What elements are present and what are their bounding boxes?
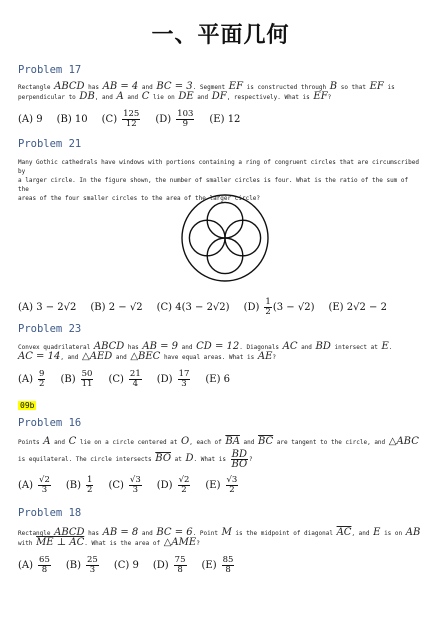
text-run: Convex quadrilateral <box>18 344 94 351</box>
text-run: and <box>123 94 142 101</box>
choice-d-label: (D) <box>156 374 173 385</box>
problem-17-heading: Problem 17 <box>18 64 82 76</box>
denominator: 3 <box>132 485 139 495</box>
text-run: ? <box>272 354 277 361</box>
math-run: △ABC <box>388 436 419 447</box>
math-run: D <box>185 453 194 464</box>
choice-c: (C) 9 <box>113 560 139 571</box>
problem-17-text <box>18 82 422 102</box>
choice-b: (B) 10 <box>56 114 88 125</box>
fraction <box>129 370 142 389</box>
denominator: 11 <box>81 379 93 389</box>
math-run: AB = 8 <box>102 527 139 538</box>
text-run: has <box>84 530 103 537</box>
denominator: 3 <box>89 565 96 575</box>
choice-b: (B) 2 − √2 <box>90 302 143 313</box>
math-run: $\overline{AC}$ <box>336 527 352 538</box>
text-run: so that <box>337 84 370 91</box>
problem-21-line-2: a larger circle. In the figure shown, the number of smaller circles is four. What is the ratio of the sum of the <box>18 177 409 193</box>
choice-a: (A) 3 − 2√2 <box>18 302 77 313</box>
numerator: √3 <box>129 475 141 485</box>
problem-21-choices <box>18 298 401 317</box>
problem-18-text <box>18 528 422 548</box>
fraction <box>38 370 45 389</box>
fraction <box>178 370 191 389</box>
problem-23-text <box>18 342 422 362</box>
choice-d-label: (D) <box>155 114 172 125</box>
fraction <box>38 476 51 495</box>
fraction <box>38 556 51 575</box>
math-run: A <box>43 436 51 447</box>
math-run: AC = 14 <box>18 351 61 362</box>
choice-e: (E) 12 <box>209 114 241 125</box>
choice-c-value <box>121 110 141 129</box>
text-run: Rectangle <box>18 84 55 91</box>
text-run: Rectangle <box>18 530 55 537</box>
choice-a-label: (A) <box>18 374 34 385</box>
fraction <box>231 450 248 469</box>
math-run: CD = 12 <box>196 341 240 352</box>
fraction <box>176 110 194 129</box>
math-run: B <box>329 81 338 92</box>
text-run: and <box>138 530 157 537</box>
text-run: is constructed through <box>243 84 330 91</box>
choice-d-label: (D) <box>156 480 173 491</box>
denominator: 2 <box>229 485 235 495</box>
numerator: 25 <box>87 555 98 565</box>
choice-d-value <box>177 370 192 389</box>
problem-16-line-1 <box>18 437 422 447</box>
text-run: perpendicular to <box>18 94 80 101</box>
denominator: 9 <box>182 119 188 129</box>
choice-a-label: (A) <box>18 480 34 491</box>
choice-b-label: (B) <box>65 480 82 491</box>
text-run: and <box>239 439 258 446</box>
math-run: △AME <box>163 537 197 548</box>
factor: (3 − √2) <box>272 302 315 313</box>
text-run: and <box>193 94 212 101</box>
text-run: , respectively. What is <box>226 94 314 101</box>
denominator: 3 <box>181 379 187 389</box>
fraction <box>122 110 140 129</box>
denominator: 8 <box>225 565 231 575</box>
math-run: C <box>141 91 150 102</box>
denominator: 12 <box>125 119 137 129</box>
math-run: $\overline{BC}$ <box>257 436 274 447</box>
text-run: . Point <box>192 530 222 537</box>
math-run: ABCD <box>93 341 125 352</box>
problem-17-line-2 <box>18 92 422 102</box>
fraction <box>226 476 239 495</box>
math-run: AC <box>282 341 298 352</box>
math-run: EF <box>228 81 244 92</box>
text-run: . What is <box>193 456 230 463</box>
section-tag: 09b <box>20 401 35 410</box>
denominator: 3 <box>41 485 48 495</box>
problem-16-text <box>18 437 422 469</box>
text-run: , and <box>94 94 117 101</box>
denominator: 2 <box>87 485 93 495</box>
choice-d-label: (D) <box>152 560 169 571</box>
numerator: 17 <box>178 369 190 379</box>
math-run: E <box>381 341 389 352</box>
choice-e-value <box>225 476 240 495</box>
math-run: M <box>221 527 232 538</box>
text-run: is equilateral. The circle intersects <box>18 456 156 463</box>
problem-18-line-2 <box>18 538 422 548</box>
math-run: △BEC <box>130 351 161 362</box>
numerator: 1 <box>265 297 271 307</box>
text-run: . What is the area of <box>84 540 164 547</box>
choice-a-label: (A) <box>18 560 34 571</box>
choice-d-value <box>175 110 195 129</box>
small-circle-right <box>225 220 261 256</box>
text-run: Points <box>18 439 44 446</box>
fraction <box>174 556 187 575</box>
math-run: AB <box>405 527 421 538</box>
denominator: 2 <box>39 379 45 389</box>
small-circle-left <box>189 220 225 256</box>
numerator: BD <box>231 449 247 460</box>
fraction <box>81 370 94 389</box>
text-run: is on <box>380 530 406 537</box>
fraction <box>222 556 235 575</box>
choice-b-value <box>80 370 95 389</box>
numerator: √2 <box>178 475 190 485</box>
math-run: E <box>373 527 381 538</box>
fraction <box>129 476 142 495</box>
math-run: DE <box>178 91 194 102</box>
numerator: 21 <box>129 369 141 379</box>
text-run: and <box>50 439 69 446</box>
text-run: intersect at <box>330 344 382 351</box>
text-run: has <box>84 84 103 91</box>
choice-b-value <box>85 476 94 495</box>
math-run: DF <box>211 91 227 102</box>
math-run: AB = 4 <box>102 81 139 92</box>
text-run: ? <box>196 540 200 547</box>
choice-a-value <box>37 370 46 389</box>
math-run: △AED <box>82 351 113 362</box>
problem-17-choices <box>18 110 254 129</box>
fraction <box>86 556 99 575</box>
choice-e: (E) 6 <box>205 374 231 385</box>
choice-d-value <box>173 556 188 575</box>
choice-c: (C) 4(3 − 2√2) <box>156 302 230 313</box>
text-run: ? <box>327 94 332 101</box>
numerator: 65 <box>39 555 50 565</box>
small-circle-bottom <box>207 238 243 274</box>
choice-b-label: (B) <box>60 374 76 385</box>
choice-e-label: (E) <box>205 480 221 491</box>
denominator: 2 <box>181 485 187 495</box>
problem-23-line-2 <box>18 352 422 362</box>
page-title: 一、平面几何 <box>151 23 290 48</box>
problem-18-heading: Problem 18 <box>18 507 82 519</box>
numerator: 50 <box>81 369 93 379</box>
text-run: is <box>383 84 395 91</box>
numerator: √2 <box>39 475 50 485</box>
text-run: and <box>297 344 316 351</box>
numerator: 103 <box>177 109 194 119</box>
text-run: lie on a circle centered at <box>76 439 182 446</box>
text-run: , and <box>60 354 83 361</box>
choice-a-value <box>37 476 52 495</box>
text-run: . Diagonals <box>239 344 283 351</box>
choice-c-value <box>128 370 143 389</box>
text-run: . <box>388 344 393 351</box>
math-run: BC = 6 <box>156 527 193 538</box>
numerator: 75 <box>174 555 186 565</box>
text-run: ? <box>249 456 253 463</box>
fraction <box>86 476 93 495</box>
math-run: BD <box>315 341 331 352</box>
math-run: BC = 3 <box>156 81 193 92</box>
math-run: $\overline{BO}$ <box>155 453 172 464</box>
problem-23-choices <box>18 370 244 389</box>
text-run: at <box>171 456 186 463</box>
problem-21-heading: Problem 21 <box>18 138 82 150</box>
fraction <box>178 476 191 495</box>
math-run: ABCD <box>54 81 85 92</box>
text-run: are tangent to the circle, and <box>273 439 389 446</box>
numerator: 85 <box>222 555 234 565</box>
math-run: $\overline{BA}$ <box>225 436 240 447</box>
text-run: and <box>178 344 197 351</box>
math-run: ABCD <box>54 527 85 538</box>
denominator: 8 <box>41 565 48 575</box>
text-run: lie on <box>149 94 179 101</box>
text-run: has <box>124 344 143 351</box>
choice-b-label: (B) <box>65 560 82 571</box>
math-run: ME ⊥ AC <box>36 537 85 548</box>
problem-16-choices <box>18 476 253 495</box>
math-run: AE <box>257 351 273 362</box>
choice-e-value <box>221 556 236 575</box>
problem-23-heading: Problem 23 <box>18 323 82 335</box>
numerator: 1 <box>87 475 93 485</box>
text-run: and <box>138 84 157 91</box>
math-run: EF <box>313 91 328 102</box>
choice-c-label: (C) <box>101 114 118 125</box>
fraction <box>264 298 271 317</box>
text-run: . Segment <box>192 84 229 91</box>
text-run: , each of <box>189 439 226 446</box>
problem-16-line-2 <box>18 450 422 469</box>
small-circle-top <box>207 202 243 238</box>
math-run: AB = 9 <box>142 341 179 352</box>
math-run: EF <box>369 81 384 92</box>
numerator: 125 <box>123 109 140 119</box>
circles-figure <box>180 193 270 283</box>
numerator: 9 <box>39 369 45 379</box>
choice-a-value <box>37 556 52 575</box>
problem-23-line-1 <box>18 342 422 352</box>
denominator: 4 <box>132 379 139 389</box>
text-run: , and <box>351 530 374 537</box>
problem-16-heading: Problem 16 <box>18 417 82 429</box>
choice-e: (E) 2√2 − 2 <box>328 302 387 313</box>
choice-c-value <box>128 476 143 495</box>
denominator: 8 <box>177 565 183 575</box>
math-run: A <box>116 91 124 102</box>
denominator: 2 <box>265 307 271 317</box>
text-run: with <box>18 540 37 547</box>
choice-c-label: (C) <box>108 374 124 385</box>
choice-a: (A) 9 <box>18 114 43 125</box>
math-run: DB <box>79 91 95 102</box>
text-run: have equal areas. What is <box>160 354 258 361</box>
choice-d-label: (D) <box>243 302 260 313</box>
problem-21-line-1: Many Gothic cathedrals have windows with portions containing a ring of congruent circles that are circumscribed by <box>18 159 419 175</box>
choice-c-label: (C) <box>108 480 124 491</box>
denominator: BO <box>231 459 248 470</box>
text-run: and <box>112 354 131 361</box>
text-run: is the midpoint of diagonal <box>231 530 337 537</box>
math-run: O <box>181 436 190 447</box>
problem-18-choices <box>18 556 249 575</box>
choice-b-value <box>85 556 100 575</box>
choice-d-value <box>177 476 192 495</box>
numerator: √3 <box>226 475 238 485</box>
problem-21-line-3: areas of the four smaller circles to the area of the larger circle? <box>18 195 261 202</box>
choice-e-label: (E) <box>201 560 217 571</box>
math-run: C <box>68 436 77 447</box>
choice-d-value <box>263 298 314 317</box>
